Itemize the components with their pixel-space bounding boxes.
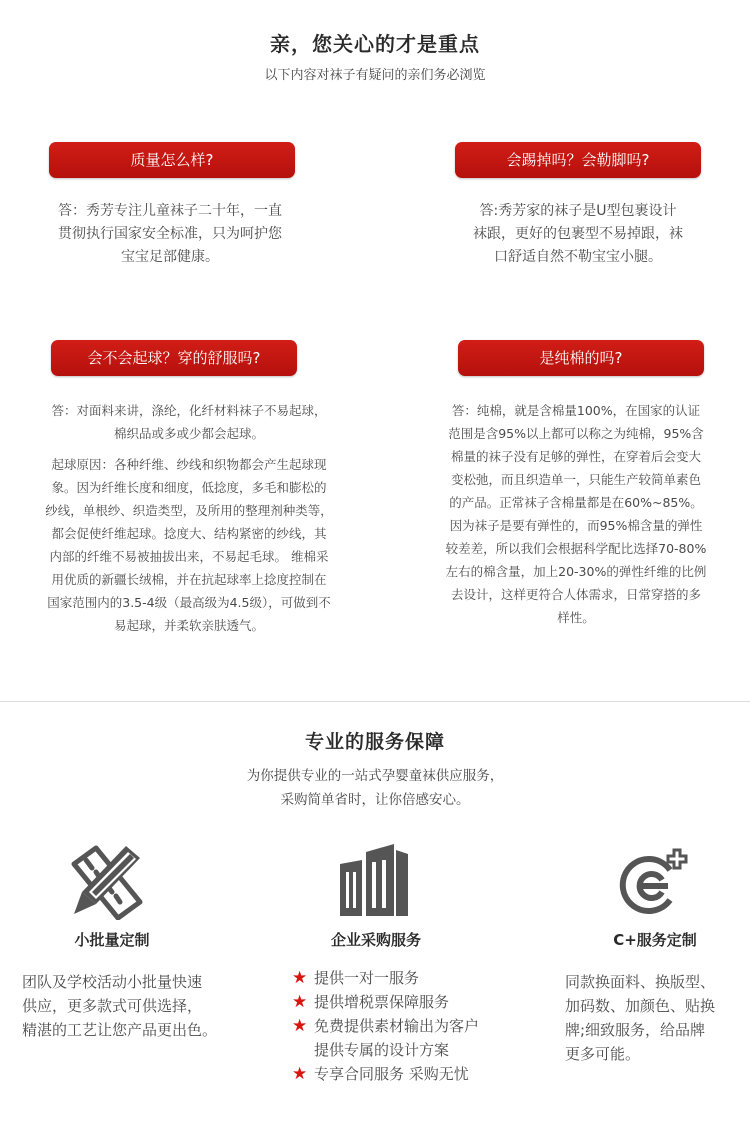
- answer-line: 答：纯棉，就是含棉量100%，在国家的认证: [451, 403, 701, 418]
- answer-line: 宝宝足部健康。: [121, 249, 219, 265]
- answer-line: 较差差，所以我们会根据科学配比选择70-80%: [445, 541, 707, 556]
- answer-line: 因为袜子是要有弹性的，而95%棉含量的弹性: [449, 518, 703, 533]
- answer-line: 范围是含95%以上都可以称之为纯棉，95%含: [448, 426, 704, 441]
- answer-line: 易起球，并柔软亲肤透气。: [113, 618, 264, 633]
- answer-line: 内部的纤维不易被抽拔出来，不易起毛球。 维棉采: [49, 549, 329, 564]
- service-subtitle-1: 为你提供专业的一站式孕婴童袜供应服务，: [246, 768, 504, 784]
- answer-line: 都会促使纤维起球。捻度大、结构紧密的纱线，其: [51, 526, 327, 541]
- service-text-line: 精湛的工艺让您产品更出色。: [22, 1021, 218, 1039]
- answer-line: 口舒适自然不勒宝宝小腿。: [494, 249, 662, 265]
- answer-line: 用优质的新疆长绒棉，并在抗起球率上捻度控制在: [51, 572, 327, 587]
- list-item: [292, 1014, 532, 1038]
- section-divider: [0, 701, 750, 702]
- faq-question-slip: 会踢掉吗？会勒脚吗?: [455, 142, 701, 178]
- faq-subtitle: 以下内容对袜子有疑问的亲们务必浏览: [264, 68, 486, 83]
- service-text-line: 加码数、加颜色、贴换: [565, 997, 716, 1015]
- answer-line: 袜跟，更好的包裹型不易掉跟，袜: [473, 226, 683, 242]
- star-icon: ★: [292, 1064, 308, 1084]
- faq-answer-quality: [15, 200, 325, 269]
- answer-line: 答：对面料来讲，涤纶，化纤材料袜子不易起球，: [51, 403, 327, 418]
- faq-question-cotton: 是纯棉的吗?: [458, 340, 704, 376]
- point-text: 提供增税票保障服务: [314, 993, 450, 1011]
- answer-line: 样性。: [557, 610, 595, 625]
- answer-line: 棉量的袜子没有足够的弹性，在穿着后会变大: [450, 449, 701, 464]
- faq-question-quality: 质量怎么样?: [49, 142, 295, 178]
- answer-line: 象。因为纤维长度和细度，低捻度，多毛和膨松的: [51, 480, 327, 495]
- service-c-plus-title: C+服务定制: [613, 931, 697, 949]
- answer-line: 左右的棉含量，加上20-30%的弹性纤维的比例: [445, 564, 707, 579]
- point-text: 免费提供素材输出为客户: [314, 1017, 480, 1035]
- answer-line: 答:秀芳家的袜子是U型包裹设计: [479, 203, 677, 219]
- service-text-line: 更多可能。: [565, 1045, 641, 1063]
- point-text: 专享合同服务 采购无忧: [314, 1065, 469, 1083]
- point-text: 提供专属的设计方案: [314, 1041, 450, 1059]
- building-icon: [336, 842, 416, 918]
- faq-answer-slip: [420, 200, 736, 269]
- point-text: 提供一对一服务: [314, 969, 420, 987]
- answer-line: 棉织品或多或少都会起球。: [113, 426, 264, 441]
- service-text-line: 同款换面料、换版型、: [565, 973, 716, 991]
- service-subtitle-2: 采购简单省时，让你倍感安心。: [280, 792, 470, 808]
- faq-answer-pilling: [8, 399, 370, 637]
- star-icon: ★: [292, 968, 308, 988]
- answer-line: 纱线，单根纱、织造类型，及所用的整理剂种类等，: [45, 503, 333, 518]
- star-icon: ★: [292, 992, 308, 1012]
- list-item: [292, 1038, 532, 1062]
- faq-question-pilling: 会不会起球？穿的舒服吗?: [51, 340, 297, 376]
- list-item: [292, 966, 532, 990]
- c-plus-icon: [618, 848, 692, 914]
- answer-line: 答：秀芳专注儿童袜子二十年，一直: [58, 203, 282, 219]
- star-icon: ★: [292, 1016, 308, 1036]
- answer-line: 国家范围内的3.5-4级（最高级为4.5级），可做到不: [47, 595, 331, 610]
- service-text-line: 供应，更多款式可供选择，: [22, 997, 203, 1015]
- list-item: [292, 990, 532, 1014]
- faq-answer-cotton: [408, 399, 744, 629]
- service-enterprise-list: [292, 966, 532, 1086]
- answer-line: 起球原因：各种纤维、纱线和织物都会产生起球现: [51, 457, 327, 472]
- service-small-batch-title: 小批量定制: [74, 931, 150, 949]
- service-title: 专业的服务保障: [304, 731, 445, 753]
- service-small-batch-text: [22, 970, 252, 1042]
- answer-line: 去设计，这样更符合人体需求，日常穿搭的多: [450, 587, 701, 602]
- pencil-ruler-icon: [66, 842, 146, 920]
- answer-line: 变松弛，而且织造单一，只能生产较简单素色: [450, 472, 701, 487]
- faq-title: 亲，您关心的才是重点: [270, 32, 480, 56]
- answer-line: 的产品。正常袜子含棉量都是在60%~85%。: [449, 495, 703, 510]
- service-enterprise-title: 企业采购服务: [330, 931, 421, 949]
- answer-line: 贯彻执行国家安全标准，只为呵护您: [58, 226, 282, 242]
- list-item: [292, 1062, 532, 1086]
- service-text-line: 团队及学校活动小批量快速: [22, 973, 203, 991]
- service-text-line: 牌;细致服务，给品牌: [565, 1021, 706, 1039]
- service-c-plus-text: [565, 970, 749, 1066]
